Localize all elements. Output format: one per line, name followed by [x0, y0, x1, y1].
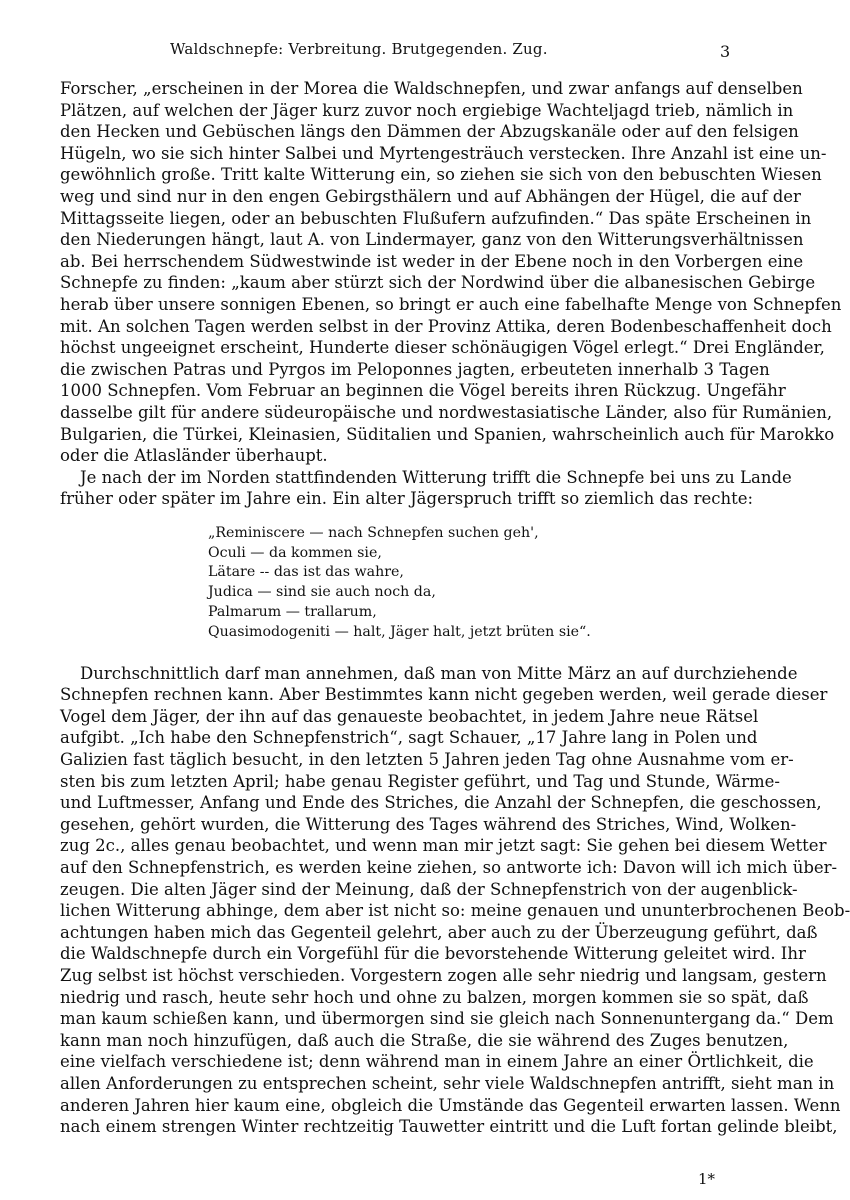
verse-line: Quasimodogeniti — halt, Jäger halt, jetzt brüten sie“. [208, 623, 591, 640]
text-line: Vogel dem Jäger, der ihn auf das genaueste beobachtet, in jedem Jahre neue Rätsel [60, 706, 759, 726]
page-header [0, 40, 765, 64]
body-text [60, 78, 850, 1138]
text-line: Durchschnittlich darf man annehmen, daß man von Mitte März an auf durchziehende [80, 663, 798, 683]
text-line: oder die Atlasländer überhaupt. [60, 446, 328, 466]
spacer [60, 653, 732, 663]
text-line: früher oder später im Jahre ein. Ein alter Jägerspruch trifft so ziemlich das rechte: [60, 489, 754, 509]
text-line: auf den Schnepfenstrich, es werden keine ziehen, so antworte ich: Davon will ich mich über- [60, 858, 838, 877]
verse-line: Lätare -- das ist das wahre, [208, 564, 404, 581]
text-line: Plätzen, auf welchen der Jäger kurz zuvor noch ergiebige Wachteljagd trieb, nämlich in [60, 100, 794, 120]
text-line: gewöhnlich große. Tritt kalte Witterung ein, so ziehen sie sich von den bebuschten Wiesen [60, 165, 822, 185]
text-line: und Luftmesser, Anfang und Ende des Striches, die Anzahl der Schnepfen, die geschossen, [60, 793, 822, 813]
page-number: 3 [720, 42, 731, 61]
text-line: Forscher, „erscheinen in der Morea die Waldschnepfen, und zwar anfangs auf denselben [60, 79, 803, 98]
text-line: allen Anforderungen zu entsprechen scheint, sehr viele Waldschnepfen antrifft, sieht man in [60, 1073, 835, 1093]
text-line: die Waldschnepfe durch ein Vorgefühl für die bevorstehende Witterung geleitet wird. Ihr [60, 944, 806, 964]
text-line: anderen Jahren hier kaum eine, obgleich die Umstände das Gegenteil erwarten lassen. Wenn [60, 1095, 841, 1115]
text-line: sten bis zum letzten April; habe genau Register geführt, und Tag und Stunde, Wärme- [60, 771, 780, 791]
text-line: kann man noch hinzufügen, daß auch die Straße, die sie während des Zuges benutzen, [60, 1030, 789, 1050]
signature-mark: 1* [698, 1170, 716, 1188]
text-line: dasselbe gilt für andere südeuropäische und nordwestasiatische Länder, also für Rumänien, [60, 402, 833, 422]
text-line: aufgibt. „Ich habe den Schnepfenstrich“, sagt Schauer, „17 Jahre lang in Polen und [60, 728, 758, 748]
text-line: höchst ungeeignet erscheint, Hunderte dieser schönäugigen Vögel erlegt.“ Drei Engländer, [60, 338, 825, 358]
text-line: zeugen. Die alten Jäger sind der Meinung, daß der Schnepfenstrich von der augenblick- [60, 879, 798, 899]
text-line: den Niederungen hängt, laut A. von Lindermayer, ganz von den Witterungsverhältnissen [60, 230, 804, 250]
text-line: Bulgarien, die Türkei, Kleinasien, Süditalien und Spanien, wahrscheinlich auch für Marokko [60, 424, 835, 444]
text-line: Mittagsseite liegen, oder an bebuschten Flußufern aufzufinden.“ Das späte Erscheinen in [60, 208, 812, 228]
text-line: zug 2c., alles genau beobachtet, und wenn man mir jetzt sagt: Sie gehen bei diesem Wetter [60, 836, 827, 856]
text-line: Schnepfe zu finden: „kaum aber stürzt sich der Nordwind über die albanesischen Gebirge [60, 273, 816, 293]
text-line: eine vielfach verschiedene ist; denn während man in einem Jahre an einer Örtlichkeit, die [60, 1052, 814, 1072]
verse-line: Judica — sind sie auch noch da, [208, 584, 436, 601]
text-line: Je nach der im Norden stattfindenden Witterung trifft die Schnepfe bei uns zu Lande [80, 467, 792, 487]
text-line: man kaum schießen kann, und übermorgen sind sie gleich nach Sonnenuntergang da.“ Dem [60, 1009, 834, 1029]
text-line: Hügeln, wo sie sich hinter Salbei und Myrtengesträuch verstecken. Ihre Anzahl ist eine un- [60, 143, 827, 163]
text-line: herab über unsere sonnigen Ebenen, so bringt er auch eine fabelhafte Menge von Schnepfen [60, 294, 842, 314]
text-line: weg und sind nur in den engen Gebirgsthälern und auf Abhängen der Hügel, die auf der [60, 186, 801, 206]
verse-line: Oculi — da kommen sie, [208, 544, 382, 561]
text-line: mit. An solchen Tagen werden selbst in der Provinz Attika, deren Bodenbeschaffenheit doch [60, 316, 832, 336]
hunter-verse [208, 524, 732, 643]
text-line: die zwischen Patras und Pyrgos im Peloponnes jagten, erbeuteten innerhalb 3 Tagen [60, 359, 770, 379]
text-line: niedrig und rasch, heute sehr hoch und ohne zu balzen, morgen kommen sie so spät, daß [60, 987, 809, 1007]
paragraph-migration [60, 663, 850, 1138]
text-line: Zug selbst ist höchst verschieden. Vorgestern zogen alle sehr niedrig und langsam, gestern [60, 965, 827, 985]
text-line: ab. Bei herrschendem Südwestwinde ist weder in der Ebene noch in den Vorbergen eine [60, 251, 804, 271]
paragraph-arrival [60, 467, 792, 510]
text-line: nach einem strengen Winter rechtzeitig Tauwetter eintritt und die Luft fortan gelinde bleibt, [60, 1117, 838, 1137]
text-line: achtungen haben mich das Gegenteil gelehrt, aber auch zu der Überzeugung geführt, daß [60, 922, 818, 942]
text-line: den Hecken und Gebüschen längs den Dämmen der Abzugskanäle oder auf den felsigen [60, 122, 799, 142]
text-line: lichen Witterung abhinge, dem aber ist nicht so: meine genauen und ununterbrochenen Beob- [60, 901, 850, 921]
verse-line: Palmarum — trallarum, [208, 604, 377, 621]
text-line: gesehen, gehört wurden, die Witterung des Tages während des Striches, Wind, Wolken- [60, 814, 797, 834]
running-head: Waldschnepfe: Verbreitung. Brutgegenden. Zug. [170, 40, 548, 58]
paragraph-distribution [60, 78, 842, 467]
text-line: Galizien fast täglich besucht, in den letzten 5 Jahren jeden Tag ohne Ausnahme vom er- [60, 750, 794, 770]
text-line: 1000 Schnepfen. Vom Februar an beginnen die Vögel bereits ihren Rückzug. Ungefähr [60, 381, 786, 401]
text-line: Schnepfen rechnen kann. Aber Bestimmtes kann nicht gegeben werden, weil gerade dieser [60, 685, 828, 705]
verse-line: „Reminiscere — nach Schnepfen suchen geh', [208, 524, 539, 541]
